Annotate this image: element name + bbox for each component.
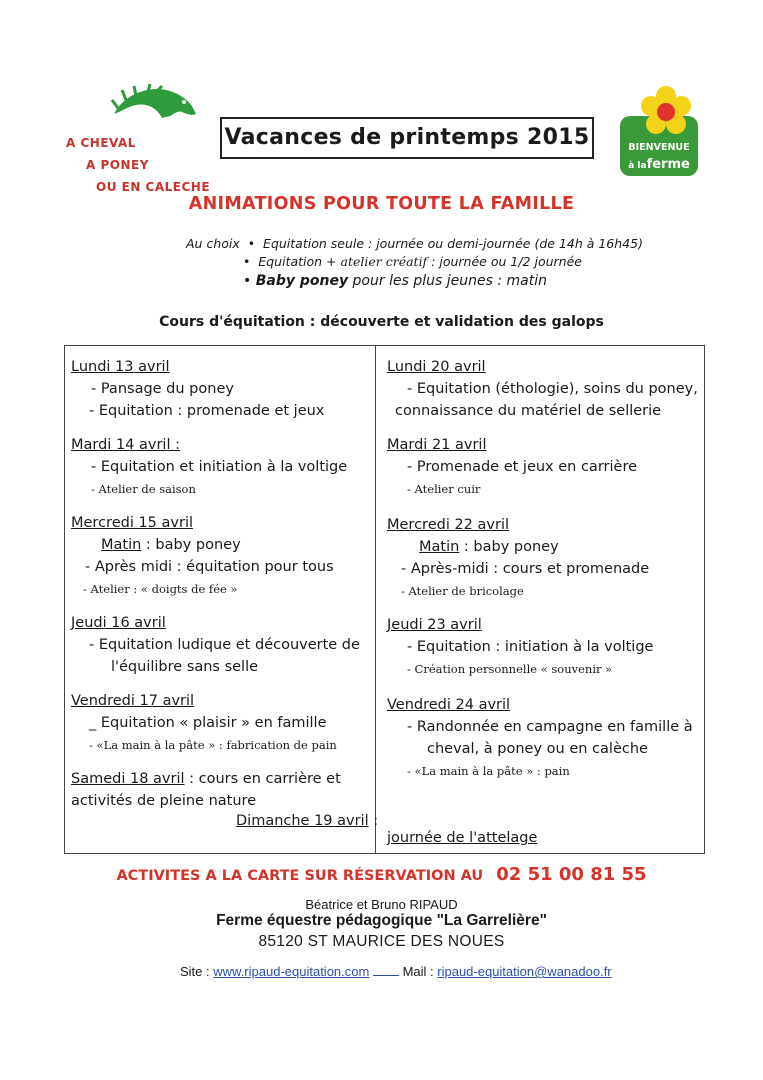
left-column — [71, 356, 371, 812]
choice-bullet-3a: Baby poney — [255, 273, 349, 289]
farm-city: 85120 ST MAURICE DES NOUES — [258, 933, 505, 950]
day-dimanche-19: Dimanche 19 avril — [236, 813, 369, 829]
activity: - Randonnée en campagne en famille à — [407, 719, 693, 735]
activity: - Equitation et initiation à la voltige — [91, 459, 348, 475]
choice-bullet-2c: : journée ou 1/2 journée — [431, 254, 582, 269]
day-lundi-20: Lundi 20 avril — [387, 359, 486, 375]
day-mercredi-15: Mercredi 15 avril — [71, 515, 193, 531]
farm-name: Ferme équestre pédagogique "La Garrelière" — [216, 912, 547, 929]
logo-line-3: OU EN CALECHE — [96, 180, 211, 194]
activity: - Equitation : initiation à la voltige — [407, 639, 654, 655]
cours-line: Cours d'équitation : découverte et validation des galops — [159, 314, 604, 330]
day-jeudi-23: Jeudi 23 avril — [387, 617, 482, 633]
logo-line-2: A PONEY — [86, 158, 149, 172]
reservation-text: ACTIVITES A LA CARTE SUR RÉSERVATION AU — [116, 868, 484, 884]
colon: : — [373, 813, 379, 829]
choice-intro: Au choix — [186, 236, 240, 251]
activity: - Promenade et jeux en carrière — [407, 459, 638, 475]
activity: - Equitation : promenade et jeux — [89, 403, 325, 419]
badge-line-2 — [618, 153, 700, 172]
column-divider — [373, 345, 379, 853]
horse-logo — [104, 84, 200, 134]
day-samedi-18: Samedi 18 avril — [71, 771, 185, 787]
activity: - Après midi : équitation pour tous — [85, 559, 334, 575]
activity: l'équilibre sans selle — [111, 659, 259, 675]
activity: connaissance du matériel de sellerie — [395, 403, 662, 419]
day-vendredi-24: Vendredi 24 avril — [387, 697, 511, 713]
activity: - «La main à la pâte » : pain — [407, 764, 570, 778]
choice-line-3: • Baby poney pour les plus jeunes : matin — [243, 273, 547, 289]
choice-bullet-3b: pour les plus jeunes : matin — [352, 273, 547, 289]
badge-a-la: à la — [628, 161, 647, 171]
activity: - Atelier cuir — [407, 482, 481, 496]
activity: - Atelier de bricolage — [401, 584, 524, 598]
day-mardi-14: Mardi 14 avril : — [71, 437, 180, 453]
badge-line-1: BIENVENUE — [628, 142, 690, 153]
activity: - Equitation (éthologie), soins du poney, — [407, 381, 698, 397]
choice-line-1: Au choix • Equitation seule : journée ou demi-journée (de 14h à 16h45) — [186, 236, 643, 251]
day-mardi-21: Mardi 21 avril — [387, 437, 487, 453]
matin-text: : baby poney — [145, 537, 241, 553]
activity: _ Equitation « plaisir » en famille — [89, 715, 327, 731]
day-lundi-13: Lundi 13 avril — [71, 359, 170, 375]
bienvenue-ferme-badge — [618, 86, 700, 178]
owners-names: Béatrice et Bruno RIPAUD — [305, 897, 458, 912]
dimanche-line — [236, 810, 378, 832]
right-column — [387, 356, 699, 782]
choice-bullet-2b: atelier créatif — [340, 254, 428, 269]
choice-line-2: • Equitation + atelier créatif : journée ou 1/2 journée — [243, 254, 582, 269]
mail-label: Mail : — [402, 964, 434, 979]
activity: - Equitation ludique et découverte de — [89, 637, 360, 653]
attelage-line: journée de l'attelage — [387, 830, 538, 846]
activity — [71, 534, 371, 556]
logo-line-1: A CHEVAL — [66, 136, 136, 150]
site-link[interactable]: www.ripaud-equitation.com — [213, 964, 370, 979]
day-mercredi-22: Mercredi 22 avril — [387, 517, 509, 533]
activity: - Après-midi : cours et promenade — [401, 561, 650, 577]
mail-link[interactable]: ripaud-equitation@wanadoo.fr — [437, 964, 612, 979]
activity: cheval, à poney ou en calèche — [427, 741, 648, 757]
activity — [387, 536, 699, 558]
badge-ferme: ferme — [646, 157, 690, 172]
activity: - Atelier de saison — [91, 482, 196, 496]
page-title: Vacances de printemps 2015 — [220, 117, 594, 159]
day-jeudi-16: Jeudi 16 avril — [71, 615, 166, 631]
phone-number[interactable]: 02 51 00 81 55 — [496, 864, 647, 885]
activity: - «La main à la pâte » : fabrication de pain — [89, 738, 337, 752]
matin-label: Matin — [101, 537, 142, 553]
activity: activités de pleine nature — [71, 793, 257, 809]
choice-bullet-2a: Equitation + — [258, 254, 337, 269]
reservation-line — [0, 864, 763, 885]
choice-bullet-1: Equitation seule : journée ou demi-journée (de 14h à 16h45) — [263, 236, 643, 251]
activity: - Atelier : « doigts de fée » — [83, 582, 238, 596]
site-label: Site : — [180, 964, 210, 979]
activity: : cours en carrière et — [189, 771, 341, 787]
activity: - Création personnelle « souvenir » — [407, 662, 613, 676]
activity: - Pansage du poney — [91, 381, 234, 397]
matin-label: Matin — [419, 539, 460, 555]
logo-text — [66, 132, 210, 198]
headline: ANIMATIONS POUR TOUTE LA FAMILLE — [188, 194, 575, 214]
day-vendredi-17: Vendredi 17 avril — [71, 693, 195, 709]
samedi-line — [71, 768, 371, 790]
matin-text: : baby poney — [463, 539, 559, 555]
contact-line — [180, 964, 612, 979]
link-underline-gap — [373, 975, 399, 976]
